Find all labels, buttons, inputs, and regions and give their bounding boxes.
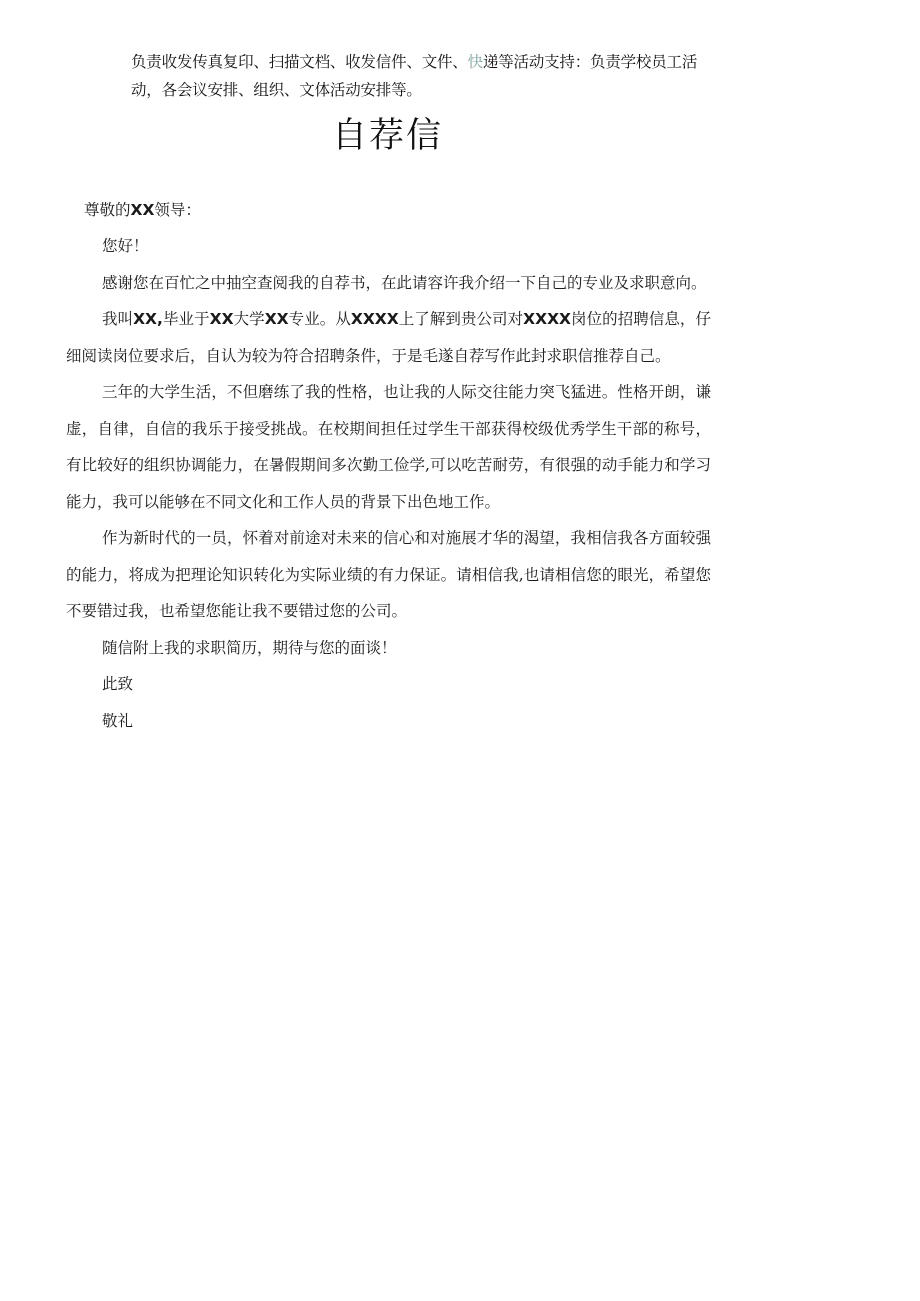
placeholder-university: XX [209, 310, 234, 328]
paragraph-background [66, 301, 711, 374]
paragraph-text: 毕业于 [162, 310, 210, 328]
paragraph-text: 岗位的招聘信息，仔细阅读岗位要求后，自认为较为符合招聘条件，于是毛遂自荐写作此封求职信推荐自己。 [66, 310, 711, 365]
closing-line-1: 此致 [102, 675, 134, 693]
document-title: 自荐信 [331, 116, 443, 156]
placeholder-position: XXXX [523, 310, 571, 328]
closing-line-2: 敬礼 [102, 711, 134, 730]
header-note-accent: 快 [467, 53, 483, 71]
paragraph-university-life: 三年的大学生活，不但磨练了我的性格，也让我的人际交往能力突飞猛进。性格开朗，谦虚，自律，自信的我乐于接受挑战。在校期间担任过学生干部获得校级优秀学生干部的称号，有比较好的组织协调能力，在暑假期间多次勤工俭学,可以吃苦耐劳，有很强的动手能力和学习能力，我可以能够在不同文化和工作人员的背景下出色地工作。 [66, 383, 711, 511]
salutation-prefix: 尊敬的 [84, 201, 131, 219]
salutation-suffix: 领导： [154, 201, 201, 219]
salutation [84, 192, 711, 228]
greeting: 您好！ [102, 237, 149, 255]
paragraph-attachment: 随信附上我的求职简历，期待与您的面谈！ [102, 638, 397, 657]
paragraph-text: 我叫 [102, 310, 134, 328]
paragraph-text: 专业。从 [288, 310, 351, 328]
header-note-text-1: 负责收发传真复印、扫描文档、收发信件、文件、 [131, 53, 468, 71]
letter-body [66, 192, 711, 739]
paragraph-intro: 感谢您在百忙之中抽空查阅我的自荐书，在此请容许我介绍一下自己的专业及求职意向。 [102, 273, 707, 292]
placeholder-name: XX, [133, 310, 163, 328]
header-note-text-2: 递等活动支持：负责学校员工活动，各会议安排、组织、文体活动安排等。 [131, 53, 698, 99]
header-note [131, 48, 721, 104]
paragraph-confidence: 作为新时代的一员，怀着对前途对未来的信心和对施展才华的渴望，我相信我各方面较强的能力，将成为把理论知识转化为实际业绩的有力保证。请相信我,也请相信您的眼光，希望您不要错过我，也希望您能让我不要错过您的公司。 [66, 529, 711, 620]
paragraph-text: 上了解到贵公司对 [398, 310, 524, 328]
salutation-name: XX [130, 201, 155, 219]
paragraph-text: 大学 [233, 310, 265, 328]
placeholder-source: XXXX [350, 310, 399, 328]
placeholder-major: XX [264, 310, 289, 328]
